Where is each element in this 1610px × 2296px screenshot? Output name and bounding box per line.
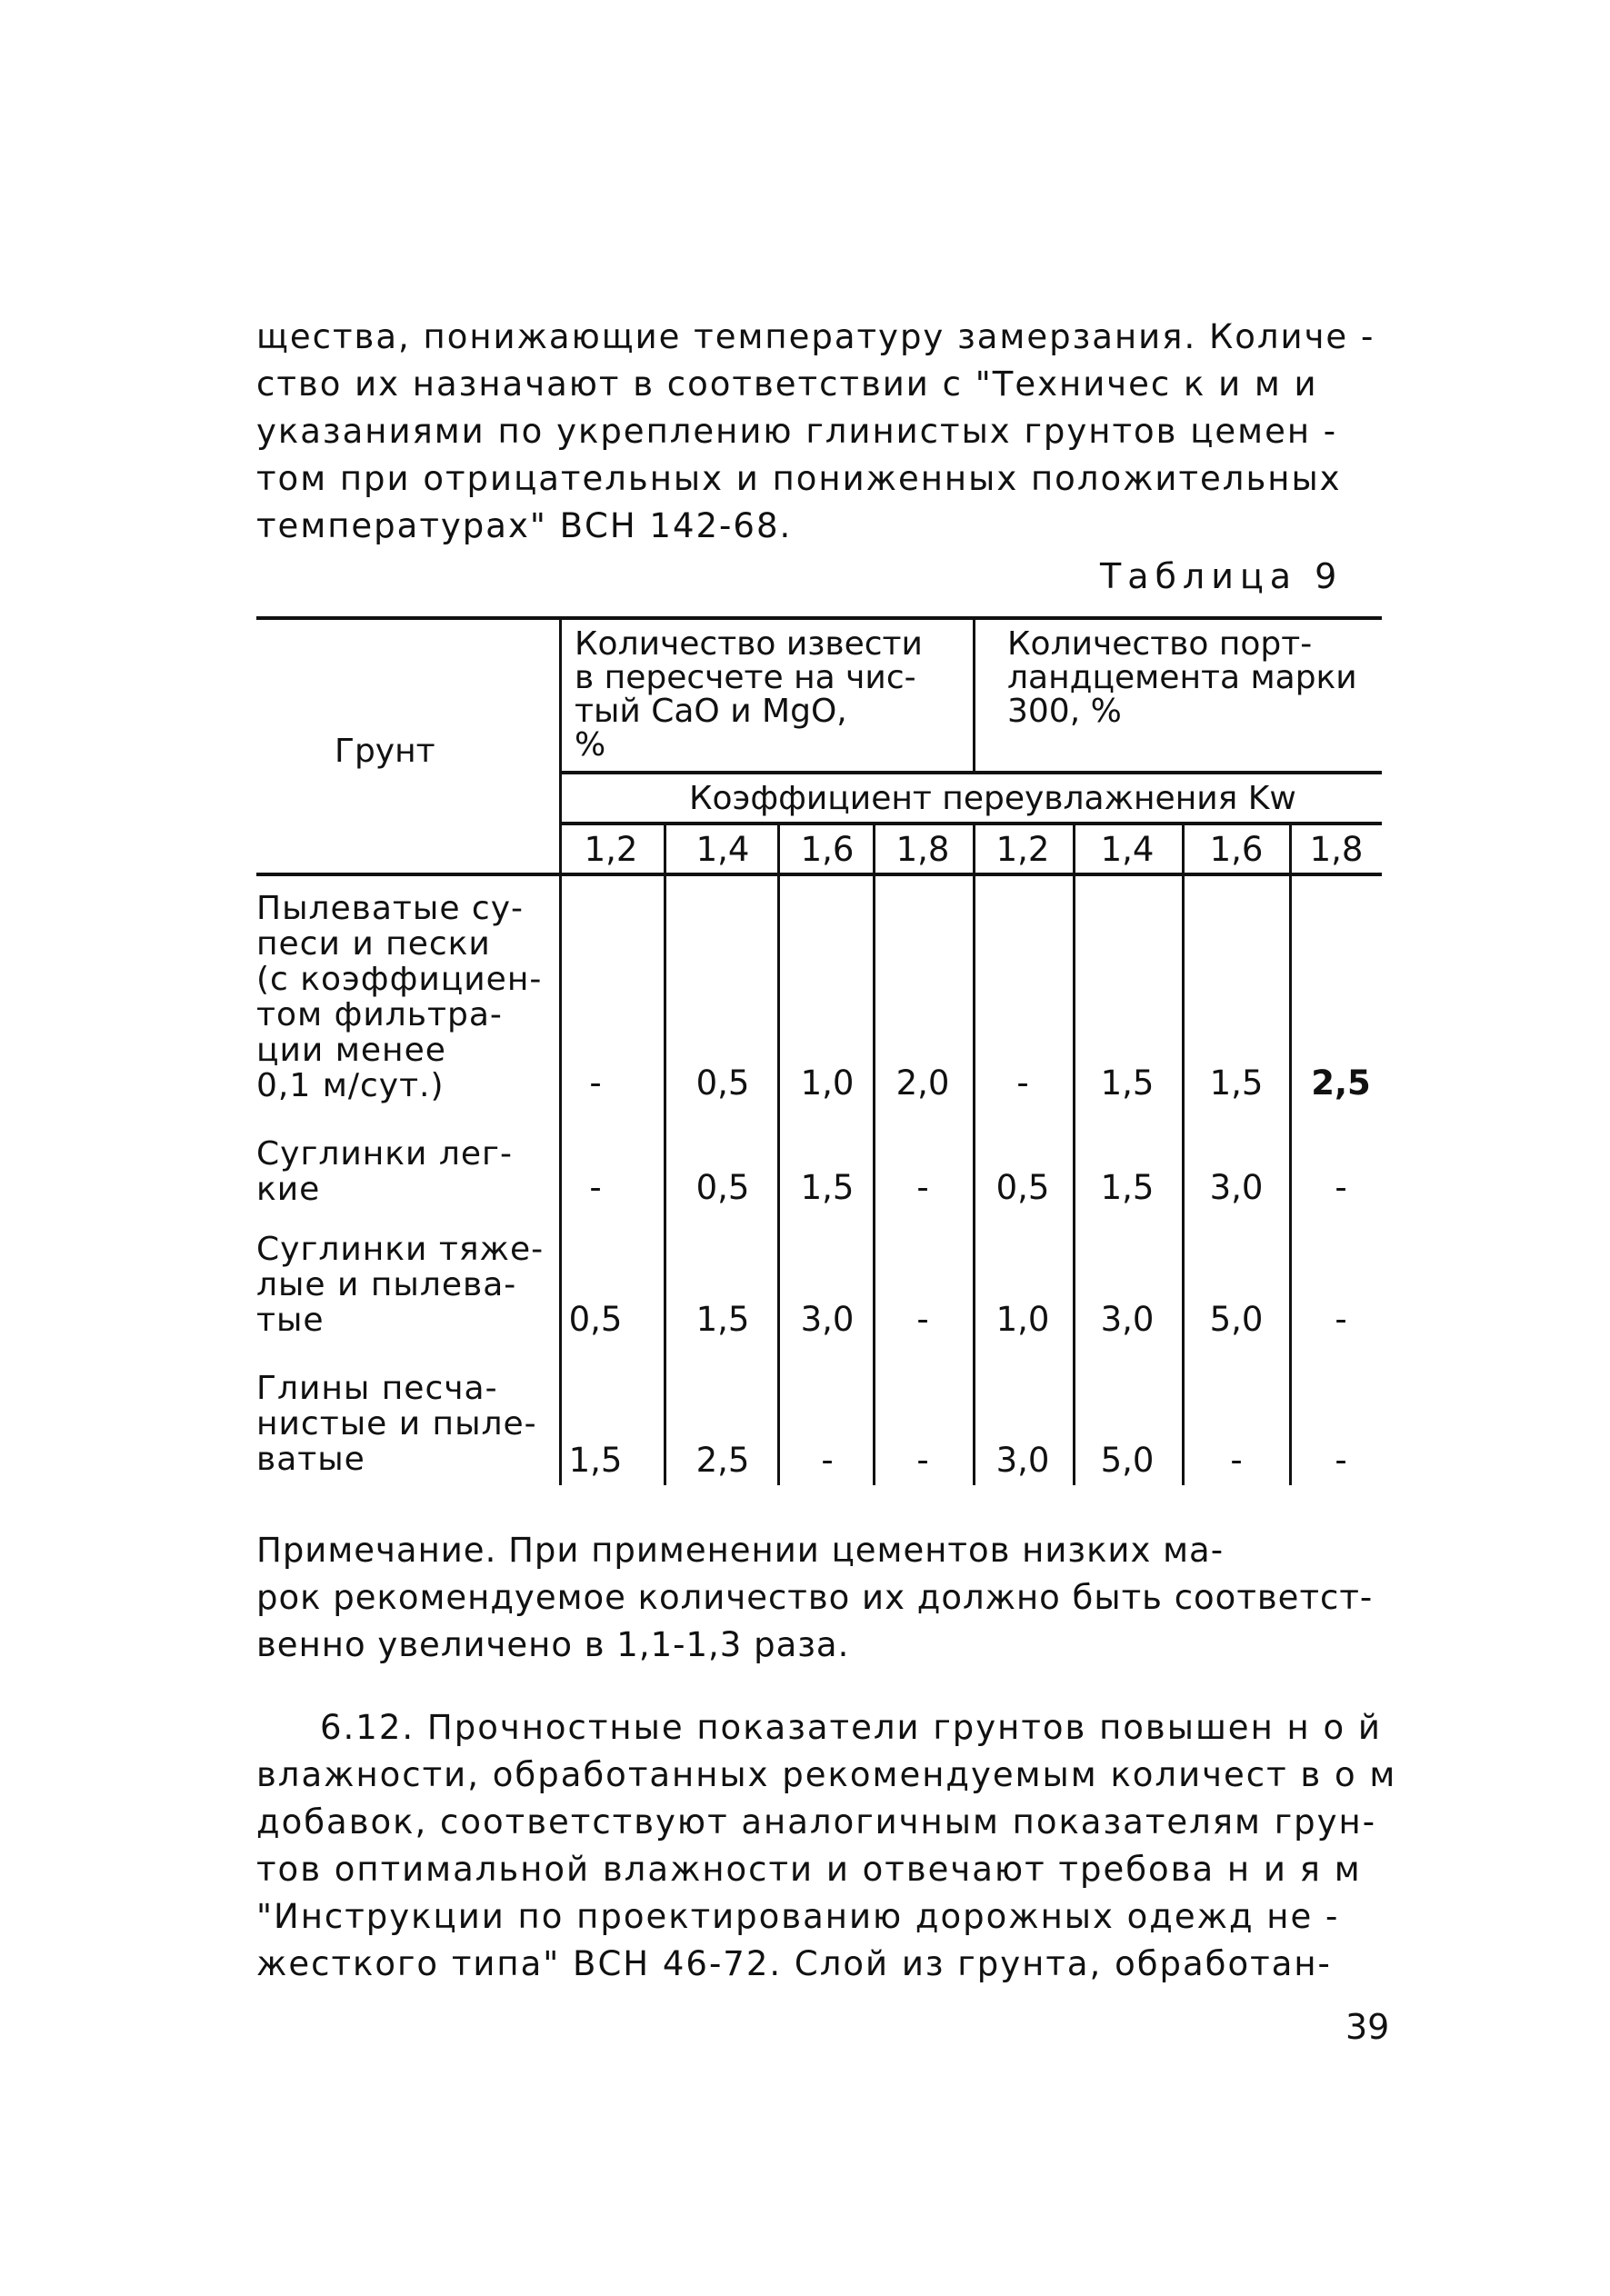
soil-line: ции менее: [256, 1032, 446, 1069]
header-line: в пересчете на чис-: [575, 659, 916, 696]
table-cell: 2,5: [695, 1441, 750, 1480]
header-line: 300, %: [1007, 693, 1122, 730]
soil-line: кие: [256, 1171, 321, 1208]
column-border: [1182, 822, 1185, 1485]
table-header-bottom-rule: [256, 873, 1382, 876]
text-line: щества, понижающие температуру замерзания. Количе -: [256, 317, 1375, 356]
soil-name: [256, 1371, 537, 1477]
table-cell: -: [589, 1168, 602, 1207]
table-cell: 1,5: [1100, 1063, 1155, 1103]
column-border: [973, 822, 975, 1485]
table-cell: 0,5: [568, 1300, 623, 1339]
table-cell: 1,0: [800, 1063, 855, 1103]
soil-line: нистые и пыле-: [256, 1405, 537, 1442]
cement-header: [1007, 627, 1357, 728]
soil-line: том фильтра-: [256, 996, 503, 1033]
soil-header: Грунт: [335, 733, 435, 770]
table-cell: -: [1335, 1168, 1347, 1207]
soil-name: [256, 1136, 513, 1207]
table-cell: 1,5: [568, 1441, 623, 1480]
table-cell: -: [916, 1168, 929, 1207]
table-caption: Таблица 9: [1100, 556, 1344, 596]
coefficient-label: 1,4: [1100, 830, 1155, 869]
table-cell: 2,0: [895, 1063, 950, 1103]
coefficient-label: 1,2: [995, 830, 1050, 869]
header-line: %: [575, 726, 606, 764]
text-line: ство их назначают в соответствии с "Техничес к и м и: [256, 364, 1318, 404]
text-line: тов оптимальной влажности и отвечают требова н и я м: [256, 1850, 1362, 1889]
column-border: [1073, 822, 1075, 1485]
table-cell: 1,5: [1100, 1168, 1155, 1207]
soil-line: тые: [256, 1302, 325, 1339]
header-divider-rule: [559, 771, 1382, 774]
soil-line: Пылеватые су-: [256, 890, 525, 927]
soil-line: Суглинки лег-: [256, 1135, 513, 1173]
text-line: добавок, соответствуют аналогичным показателям грун-: [256, 1802, 1377, 1842]
note-line: венно увеличено в 1,1-1,3 раза.: [256, 1625, 850, 1664]
soil-line: Глины песча-: [256, 1370, 498, 1407]
column-border: [1289, 822, 1292, 1485]
text-line: температурах" ВСН 142-68.: [256, 506, 793, 545]
table-cell: -: [821, 1441, 834, 1480]
top-paragraph: [256, 314, 1400, 550]
coefficient-label: 1,6: [1209, 830, 1264, 869]
header-line: тый CaO и MgO,: [575, 693, 847, 730]
coefficient-label: 1,6: [800, 830, 855, 869]
text-line: 6.12. Прочностные показатели грунтов повышен н о й: [320, 1708, 1382, 1747]
coefficient-header: Коэффициент переувлажнения Kw: [689, 780, 1296, 817]
soil-name: [256, 891, 542, 1103]
table-cell: 1,0: [995, 1300, 1050, 1339]
table-cell: 0,5: [695, 1168, 750, 1207]
table-cell: 5,0: [1100, 1441, 1155, 1480]
coefficient-label: 1,8: [1309, 830, 1364, 869]
text-line: влажности, обработанных рекомендуемым количест в о м: [256, 1755, 1397, 1794]
table-cell: 3,0: [995, 1441, 1050, 1480]
bottom-paragraph: [256, 1704, 1400, 1988]
table-top-rule: [256, 616, 1382, 620]
lime-header: [575, 627, 923, 762]
table-cell: -: [916, 1300, 929, 1339]
table-cell: -: [1335, 1300, 1347, 1339]
table-cell: -: [1230, 1441, 1243, 1480]
lime-cement-border: [973, 616, 975, 773]
table-cell: 0,5: [695, 1063, 750, 1103]
text-line: указаниями по укреплению глинистых грунтов цемен -: [256, 412, 1338, 451]
table-cell: -: [916, 1441, 929, 1480]
soil-line: 0,1 м/сут.): [256, 1067, 445, 1104]
table-cell: 3,0: [1209, 1168, 1264, 1207]
table-cell: 1,5: [1209, 1063, 1264, 1103]
table-cell: 0,5: [995, 1168, 1050, 1207]
header-line: Количество порт-: [1007, 625, 1313, 663]
page-number: 39: [1345, 2007, 1390, 2047]
text-line: жесткого типа" ВСН 46-72. Слой из грунта, обработан-: [256, 1944, 1332, 1983]
header-line: ландцемента марки: [1007, 659, 1357, 696]
note-line: рок рекомендуемое количество их должно быть соответст-: [256, 1578, 1374, 1617]
table-cell: 3,0: [1100, 1300, 1155, 1339]
note-line: Примечание. При применении цементов низких ма-: [256, 1531, 1225, 1570]
soil-name: [256, 1232, 544, 1338]
soil-line: песи и пески: [256, 925, 491, 963]
table-cell: 3,0: [800, 1300, 855, 1339]
table-note: [256, 1527, 1400, 1669]
soil-column-border: [559, 616, 562, 1485]
soil-line: Суглинки тяже-: [256, 1231, 545, 1268]
column-border: [873, 822, 875, 1485]
table-cell: 5,0: [1209, 1300, 1264, 1339]
text-line: "Инструкции по проектированию дорожных одежд не -: [256, 1897, 1340, 1936]
coefficient-divider-rule: [559, 822, 1382, 825]
soil-line: (с коэффициен-: [256, 961, 543, 998]
coefficient-label: 1,2: [584, 830, 638, 869]
table-cell: -: [1335, 1441, 1347, 1480]
coefficient-label: 1,8: [895, 830, 950, 869]
table-cell: -: [1016, 1063, 1029, 1103]
column-border: [664, 822, 666, 1485]
header-line: Количество извести: [575, 625, 923, 663]
column-border: [777, 822, 780, 1485]
soil-line: ватые: [256, 1441, 365, 1478]
table-cell: 1,5: [695, 1300, 750, 1339]
soil-line: лые и пылева-: [256, 1266, 517, 1303]
coefficient-label: 1,4: [695, 830, 750, 869]
table-cell: 2,5: [1311, 1063, 1371, 1103]
text-line: том при отрицательных и пониженных положительных: [256, 459, 1342, 498]
table-cell: -: [589, 1063, 602, 1103]
table-cell: 1,5: [800, 1168, 855, 1207]
